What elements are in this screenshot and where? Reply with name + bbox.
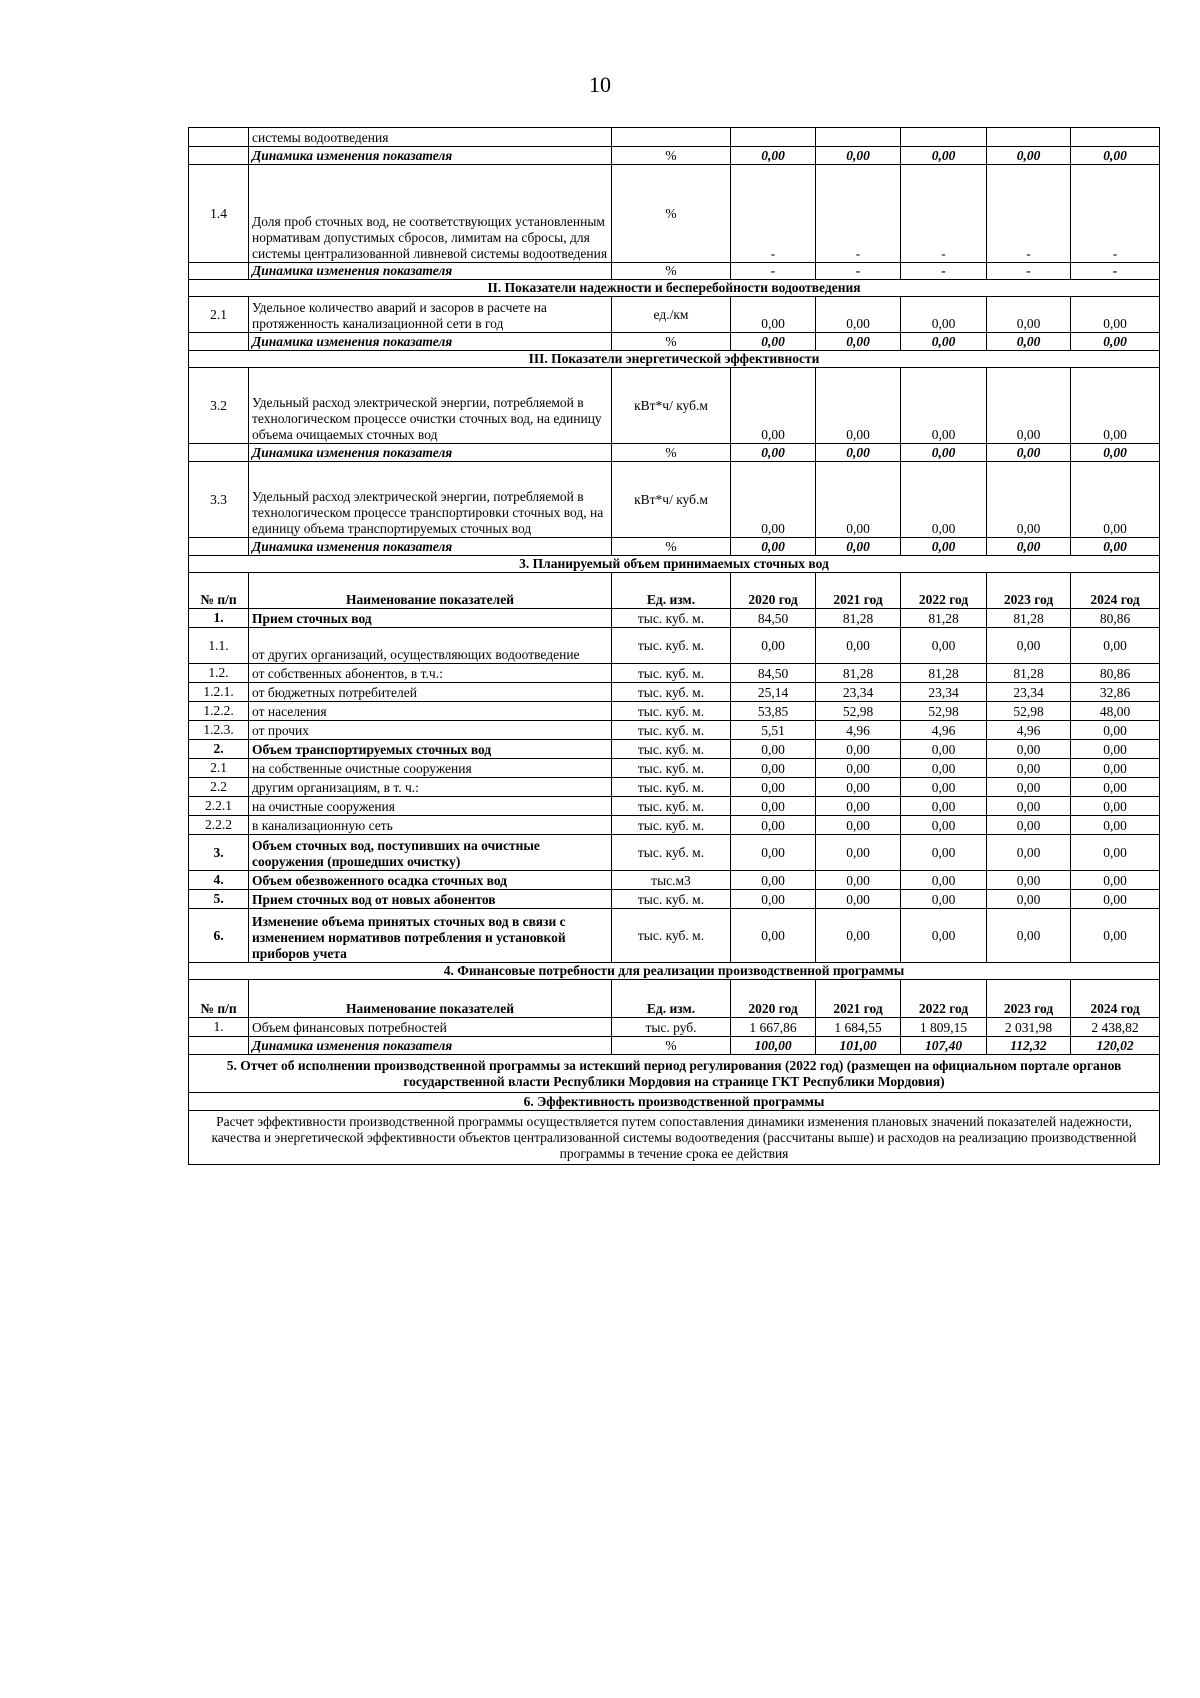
value-cell: 107,40 [901, 1037, 987, 1055]
header-year: 2024 год [1071, 573, 1160, 609]
value-cell: 0,00 [901, 333, 987, 351]
row-number: 2. [189, 740, 249, 759]
value-cell: 0,00 [901, 778, 987, 797]
header-year: 2022 год [901, 573, 987, 609]
value-cell: 0,00 [816, 297, 901, 333]
value-cell: 0,00 [816, 368, 901, 444]
value-cell: 25,14 [731, 683, 816, 702]
table-row [189, 165, 1160, 263]
table-row [189, 462, 1160, 538]
value-cell: 81,28 [987, 664, 1071, 683]
value-cell [987, 128, 1071, 147]
row-name: Динамика изменения показателя [249, 538, 612, 556]
value-cell: 0,00 [901, 871, 987, 890]
value-cell: 23,34 [816, 683, 901, 702]
value-cell: 0,00 [1071, 462, 1160, 538]
row-name: Прием сточных вод от новых абонентов [249, 890, 612, 909]
value-cell: 101,00 [816, 1037, 901, 1055]
value-cell: 4,96 [816, 721, 901, 740]
row-name: от прочих [249, 721, 612, 740]
efficiency-text: Расчет эффективности производственной программы осуществляется путем сопоставления динамики изменения плановых значений показателей надежности, качества и энергетической эффективности объектов централизованной системы водоотведения (рассчитаны выше) и расходов на реализацию производственной программы в течение срока ее действия [189, 1111, 1160, 1165]
header-year: 2024 год [1071, 980, 1160, 1018]
value-cell: 4,96 [901, 721, 987, 740]
table-row [189, 721, 1160, 740]
value-cell: 0,00 [987, 909, 1071, 963]
row-unit: % [612, 538, 731, 556]
row-name: Динамика изменения показателя [249, 333, 612, 351]
value-cell: 81,28 [901, 664, 987, 683]
table-row [189, 778, 1160, 797]
row-number: 4. [189, 871, 249, 890]
row-number: 2.2 [189, 778, 249, 797]
table-row [189, 609, 1160, 628]
header-year: 2021 год [816, 980, 901, 1018]
value-cell: 0,00 [816, 778, 901, 797]
value-cell: 0,00 [901, 444, 987, 462]
value-cell: 0,00 [987, 816, 1071, 835]
row-unit: тыс. куб. м. [612, 740, 731, 759]
table-row [189, 816, 1160, 835]
row-name: от населения [249, 702, 612, 721]
row-number: 6. [189, 909, 249, 963]
value-cell: 0,00 [816, 333, 901, 351]
value-cell: 0,00 [1071, 759, 1160, 778]
row-number: 3. [189, 835, 249, 871]
row-unit: тыс. куб. м. [612, 909, 731, 963]
table-row [189, 628, 1160, 664]
value-cell [901, 128, 987, 147]
dynamics-row [189, 444, 1160, 462]
value-cell: 0,00 [731, 740, 816, 759]
row-name: Прием сточных вод [249, 609, 612, 628]
row-unit: ед./км [612, 297, 731, 333]
row-name: Объем обезвоженного осадка сточных вод [249, 871, 612, 890]
value-cell [816, 128, 901, 147]
value-cell: 0,00 [987, 444, 1071, 462]
row-unit: % [612, 333, 731, 351]
row-unit: тыс. куб. м. [612, 664, 731, 683]
row-name: от собственных абонентов, в т.ч.: [249, 664, 612, 683]
value-cell: 0,00 [1071, 909, 1160, 963]
value-cell: 0,00 [1071, 816, 1160, 835]
row-number: 3.3 [189, 462, 249, 538]
header-num: № п/п [189, 980, 249, 1018]
value-cell: 0,00 [987, 462, 1071, 538]
row-number: 1.2.1. [189, 683, 249, 702]
value-cell: 52,98 [901, 702, 987, 721]
value-cell: 100,00 [731, 1037, 816, 1055]
value-cell: 120,02 [1071, 1037, 1160, 1055]
value-cell: 0,00 [901, 890, 987, 909]
value-cell: 81,28 [816, 609, 901, 628]
row-unit: тыс. куб. м. [612, 835, 731, 871]
value-cell: 0,00 [1071, 835, 1160, 871]
row-number: 1.1. [189, 628, 249, 664]
table-row [189, 871, 1160, 890]
row-unit: тыс. куб. м. [612, 759, 731, 778]
table-row [189, 368, 1160, 444]
row-number [189, 263, 249, 280]
table-row [189, 759, 1160, 778]
value-cell: - [731, 165, 816, 263]
value-cell: 23,34 [987, 683, 1071, 702]
row-unit: % [612, 263, 731, 280]
row-name: от других организаций, осуществляющих водоотведение [249, 628, 612, 664]
value-cell: 0,00 [816, 909, 901, 963]
row-number [189, 333, 249, 351]
value-cell: 81,28 [816, 664, 901, 683]
row-name: Динамика изменения показателя [249, 263, 612, 280]
value-cell: 0,00 [1071, 444, 1160, 462]
dynamics-row [189, 538, 1160, 556]
value-cell: 5,51 [731, 721, 816, 740]
row-number: 2.1 [189, 297, 249, 333]
header-year: 2022 год [901, 980, 987, 1018]
row-name: системы водоотведения [249, 128, 612, 147]
dynamics-row [189, 1037, 1160, 1055]
row-name: Объем сточных вод, поступивших на очистные сооружения (прошедших очистку) [249, 835, 612, 871]
value-cell: 0,00 [901, 297, 987, 333]
value-cell: 0,00 [731, 816, 816, 835]
row-name: в канализационную сеть [249, 816, 612, 835]
value-cell: 0,00 [816, 444, 901, 462]
table-row [189, 297, 1160, 333]
value-cell: 81,28 [987, 609, 1071, 628]
value-cell: 0,00 [816, 462, 901, 538]
value-cell: 0,00 [731, 835, 816, 871]
value-cell: 0,00 [1071, 740, 1160, 759]
table-row [189, 1018, 1160, 1037]
row-number: 1.4 [189, 165, 249, 263]
value-cell: 0,00 [731, 797, 816, 816]
row-number [189, 147, 249, 165]
value-cell: 0,00 [731, 147, 816, 165]
value-cell: 0,00 [901, 628, 987, 664]
row-unit: тыс. руб. [612, 1018, 731, 1037]
value-cell: 0,00 [816, 740, 901, 759]
header-unit: Ед. изм. [612, 573, 731, 609]
row-name: Изменение объема принятых сточных вод в связи с изменением нормативов потребления и установкой приборов учета [249, 909, 612, 963]
table-row [189, 702, 1160, 721]
value-cell: 0,00 [987, 628, 1071, 664]
value-cell: 0,00 [901, 759, 987, 778]
value-cell: 0,00 [816, 759, 901, 778]
value-cell: - [987, 165, 1071, 263]
value-cell: 81,28 [901, 609, 987, 628]
value-cell: 0,00 [901, 816, 987, 835]
value-cell: 84,50 [731, 609, 816, 628]
value-cell: 0,00 [731, 368, 816, 444]
table-row [189, 740, 1160, 759]
value-cell: 0,00 [731, 538, 816, 556]
row-unit [612, 128, 731, 147]
row-number: 2.2.2 [189, 816, 249, 835]
row-name: Удельный расход электрической энергии, потребляемой в технологическом процессе очистки сточных вод, на единицу объема очищаемых сточных вод [249, 368, 612, 444]
finance-section-title: 4. Финансовые потребности для реализации производственной программы [189, 963, 1160, 980]
value-cell: 0,00 [901, 538, 987, 556]
row-unit: тыс. куб. м. [612, 702, 731, 721]
value-cell: 0,00 [731, 444, 816, 462]
value-cell: 53,85 [731, 702, 816, 721]
value-cell: 0,00 [987, 797, 1071, 816]
row-name: Динамика изменения показателя [249, 444, 612, 462]
table-row [189, 128, 1160, 147]
value-cell: 0,00 [901, 147, 987, 165]
header-num: № п/п [189, 573, 249, 609]
value-cell: 0,00 [987, 759, 1071, 778]
value-cell: 84,50 [731, 664, 816, 683]
value-cell: 0,00 [1071, 297, 1160, 333]
value-cell: 0,00 [901, 462, 987, 538]
row-name: Объем транспортируемых сточных вод [249, 740, 612, 759]
row-number [189, 538, 249, 556]
value-cell: 0,00 [1071, 890, 1160, 909]
row-number [189, 444, 249, 462]
value-cell: 0,00 [731, 778, 816, 797]
value-cell: - [731, 263, 816, 280]
value-cell: 0,00 [731, 759, 816, 778]
efficiency-section-title: 6. Эффективность производственной программы [189, 1093, 1160, 1111]
value-cell: 0,00 [816, 816, 901, 835]
row-number: 1.2. [189, 664, 249, 683]
row-unit: тыс. куб. м. [612, 609, 731, 628]
value-cell: 0,00 [987, 538, 1071, 556]
dynamics-row [189, 263, 1160, 280]
value-cell: 0,00 [1071, 333, 1160, 351]
value-cell: - [1071, 263, 1160, 280]
row-number: 2.1 [189, 759, 249, 778]
volume-header-row [189, 573, 1160, 609]
value-cell: 4,96 [987, 721, 1071, 740]
value-cell: 0,00 [987, 333, 1071, 351]
value-cell: 1 684,55 [816, 1018, 901, 1037]
row-name: Доля проб сточных вод, не соответствующих установленным нормативам допустимых сбросов, лимитам на сбросы, для системы централизованной ливневой системы водоотведения [249, 165, 612, 263]
value-cell: 23,34 [901, 683, 987, 702]
value-cell: 0,00 [901, 797, 987, 816]
value-cell: 112,32 [987, 1037, 1071, 1055]
row-unit: тыс. куб. м. [612, 683, 731, 702]
value-cell: 0,00 [1071, 628, 1160, 664]
value-cell: 0,00 [1071, 797, 1160, 816]
value-cell: 52,98 [816, 702, 901, 721]
value-cell: 0,00 [731, 909, 816, 963]
value-cell: 0,00 [901, 835, 987, 871]
value-cell: - [901, 165, 987, 263]
value-cell [731, 128, 816, 147]
table-row [189, 664, 1160, 683]
dynamics-row [189, 333, 1160, 351]
row-unit: кВт*ч/ куб.м [612, 462, 731, 538]
section-2-title: II. Показатели надежности и бесперебойности водоотведения [189, 280, 1160, 297]
row-number: 1. [189, 1018, 249, 1037]
value-cell: - [816, 263, 901, 280]
header-year: 2023 год [987, 573, 1071, 609]
value-cell: 0,00 [1071, 368, 1160, 444]
row-unit: тыс. куб. м. [612, 816, 731, 835]
value-cell: 80,86 [1071, 609, 1160, 628]
row-number: 3.2 [189, 368, 249, 444]
value-cell: 0,00 [987, 368, 1071, 444]
row-unit: тыс. куб. м. [612, 797, 731, 816]
row-number: 5. [189, 890, 249, 909]
finance-header-row [189, 980, 1160, 1018]
volume-section-title: 3. Планируемый объем принимаемых сточных вод [189, 556, 1160, 573]
value-cell: 0,00 [816, 890, 901, 909]
value-cell: 0,00 [1071, 147, 1160, 165]
row-unit: % [612, 444, 731, 462]
page-number: 10 [589, 72, 611, 97]
value-cell: - [901, 263, 987, 280]
value-cell: 52,98 [987, 702, 1071, 721]
header-year: 2023 год [987, 980, 1071, 1018]
row-name: от бюджетных потребителей [249, 683, 612, 702]
row-number: 1. [189, 609, 249, 628]
table-row [189, 797, 1160, 816]
value-cell: 0,00 [816, 147, 901, 165]
value-cell: 0,00 [731, 628, 816, 664]
row-unit: тыс. куб. м. [612, 890, 731, 909]
dynamics-row [189, 147, 1160, 165]
row-name: другим организациям, в т. ч.: [249, 778, 612, 797]
value-cell: 0,00 [816, 871, 901, 890]
value-cell: 0,00 [816, 797, 901, 816]
value-cell: 0,00 [901, 740, 987, 759]
row-number: 1.2.2. [189, 702, 249, 721]
row-unit: % [612, 1037, 731, 1055]
value-cell: 0,00 [901, 368, 987, 444]
header-unit: Ед. изм. [612, 980, 731, 1018]
indicators-table [188, 127, 1160, 1165]
value-cell: 0,00 [816, 628, 901, 664]
section-3-title: III. Показатели энергетической эффективности [189, 351, 1160, 368]
value-cell: 2 031,98 [987, 1018, 1071, 1037]
value-cell: 2 438,82 [1071, 1018, 1160, 1037]
value-cell: 80,86 [1071, 664, 1160, 683]
value-cell: 48,00 [1071, 702, 1160, 721]
table-row [189, 835, 1160, 871]
value-cell: 0,00 [1071, 871, 1160, 890]
value-cell: 0,00 [987, 835, 1071, 871]
value-cell: - [987, 263, 1071, 280]
value-cell: - [816, 165, 901, 263]
row-number [189, 128, 249, 147]
row-name: на собственные очистные сооружения [249, 759, 612, 778]
value-cell [1071, 128, 1160, 147]
row-name: Удельное количество аварий и засоров в расчете на протяженность канализационной сети в год [249, 297, 612, 333]
row-unit: тыс. куб. м. [612, 628, 731, 664]
value-cell: 0,00 [987, 740, 1071, 759]
value-cell: 0,00 [816, 538, 901, 556]
row-unit: тыс.м3 [612, 871, 731, 890]
row-unit: % [612, 165, 731, 263]
value-cell: 0,00 [1071, 721, 1160, 740]
report-section-title: 5. Отчет об исполнении производственной программы за истекший период регулирования (2022 год) (размещен на официальном портале органов государственной власти Республики Мордовия на странице ГКТ Республики Мордовия) [189, 1055, 1160, 1093]
row-name: Объем финансовых потребностей [249, 1018, 612, 1037]
table-row [189, 683, 1160, 702]
value-cell: 0,00 [816, 835, 901, 871]
row-unit: кВт*ч/ куб.м [612, 368, 731, 444]
row-name: Динамика изменения показателя [249, 147, 612, 165]
value-cell: 32,86 [1071, 683, 1160, 702]
header-name: Наименование показателей [249, 980, 612, 1018]
value-cell: 0,00 [731, 297, 816, 333]
header-name: Наименование показателей [249, 573, 612, 609]
value-cell: - [1071, 165, 1160, 263]
row-name: на очистные сооружения [249, 797, 612, 816]
row-unit: % [612, 147, 731, 165]
row-name: Удельный расход электрической энергии, потребляемой в технологическом процессе транспортировки сточных вод, на единицу объема транспортируемых сточных вод [249, 462, 612, 538]
row-unit: тыс. куб. м. [612, 721, 731, 740]
header-year: 2020 год [731, 980, 816, 1018]
value-cell: 0,00 [987, 871, 1071, 890]
table-row [189, 909, 1160, 963]
row-number: 2.2.1 [189, 797, 249, 816]
row-name: Динамика изменения показателя [249, 1037, 612, 1055]
value-cell: 1 667,86 [731, 1018, 816, 1037]
value-cell: 0,00 [987, 890, 1071, 909]
value-cell: 0,00 [987, 778, 1071, 797]
value-cell: 0,00 [731, 462, 816, 538]
table-row [189, 890, 1160, 909]
header-year: 2021 год [816, 573, 901, 609]
value-cell: 0,00 [731, 333, 816, 351]
row-unit: тыс. куб. м. [612, 778, 731, 797]
value-cell: 0,00 [731, 890, 816, 909]
value-cell: 0,00 [1071, 778, 1160, 797]
value-cell: 0,00 [1071, 538, 1160, 556]
value-cell: 1 809,15 [901, 1018, 987, 1037]
value-cell: 0,00 [901, 909, 987, 963]
row-number: 1.2.3. [189, 721, 249, 740]
value-cell: 0,00 [731, 871, 816, 890]
row-number [189, 1037, 249, 1055]
value-cell: 0,00 [987, 297, 1071, 333]
value-cell: 0,00 [987, 147, 1071, 165]
header-year: 2020 год [731, 573, 816, 609]
